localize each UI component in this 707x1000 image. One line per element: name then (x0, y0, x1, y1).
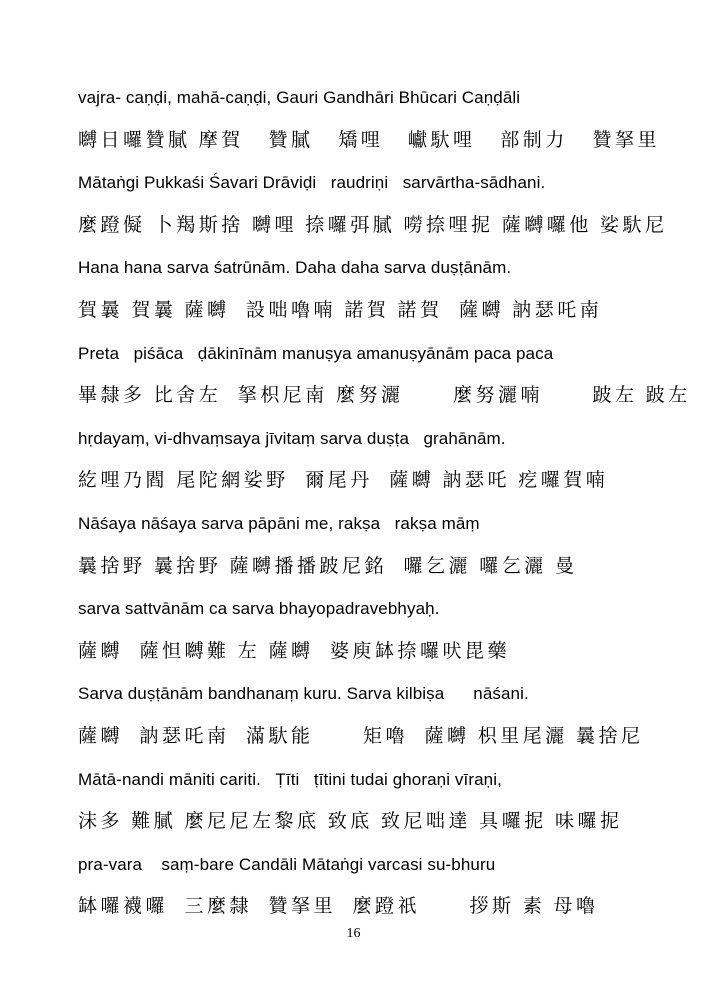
text-line-roman: pra-vara saṃ-bare Candāli Mātaṅgi varcasi su-bhuru (78, 854, 496, 874)
text-line-chinese: 缽囉襪囉 三麼隸 贊拏里 麼蹬祇 拶斯 素 母嚕 (78, 896, 599, 918)
text-line-roman: vajra- caṇḍi, mahā-caṇḍi, Gauri Gandhāri Bhūcari Caṇḍāli (78, 88, 521, 107)
text-line-roman: hṛdayaṃ, vi-dhvaṃsaya jīvitaṃ sarva duṣṭa grahānām. (78, 428, 506, 448)
page-number: 16 (346, 926, 361, 941)
text-line-chinese: 曩捨野 曩捨野 薩嚩播播跛尼銘 囉乞灑 囉乞灑 曼 (78, 555, 578, 577)
text-line-chinese: 賀曩 賀曩 薩嚩 設咄嚕喃 諾賀 諾賀 薩嚩 訥瑟吒南 (78, 299, 603, 321)
text-line-chinese: 嚩日囉贊膩 摩賀 贊膩 矯哩 巘馱哩 部制力 贊拏里 (78, 129, 661, 151)
text-line-chinese: 畢隸多 比舍左 拏枳尼南 麼努灑 麼努灑喃 跛左 跛左 (78, 385, 691, 407)
text-line-roman: sarva sattvānām ca sarva bhayopadravebhyaḥ. (78, 599, 440, 619)
text-line-chinese: 紇哩乃閻 尾陀網娑野 爾尾丹 薩嚩 訥瑟吒 疙囉賀喃 (78, 470, 609, 492)
text-line-chinese: 沫多 難膩 麼尼尼左黎底 致底 致尼咄達 具囉抳 味囉抳 (78, 811, 623, 833)
text-line-roman: Sarva duṣṭānām bandhanaṃ kuru. Sarva kilbiṣa nāśani. (78, 684, 529, 704)
text-line-chinese: 薩嚩 薩怛嚩難 左 薩嚩 婆庾缽捺囉吠毘藥 (78, 640, 511, 662)
text-line-roman: Mātā-nandi māniti cariti. Ṭīti ṭītini tudai ghoraṇi vīraṇi, (78, 769, 502, 789)
text-line-roman: Nāśaya nāśaya sarva pāpāni me, rakṣa rakṣa māṃ (78, 513, 480, 533)
text-line-roman: Hana hana sarva śatrūnām. Daha daha sarva duṣṭānām. (78, 258, 512, 278)
mantra-text-block (78, 77, 691, 929)
text-line-chinese: 麼蹬儗 卜羯斯捨 嚩哩 捺囉弭膩 嘮捺哩抳 薩嚩囉他 娑馱尼 (78, 214, 668, 236)
text-line-roman: Mātaṅgi Pukkaśi Śavari Drāviḍi raudriṇi sarvārtha-sādhani. (78, 173, 546, 193)
text-line-roman: Preta piśāca ḍākinīnām manuṣya amanuṣyānām paca paca (78, 343, 554, 363)
text-line-chinese: 薩嚩 訥瑟吒南 滿馱能 矩嚕 薩嚩 枳里尾灑 曩捨尼 (78, 725, 644, 747)
